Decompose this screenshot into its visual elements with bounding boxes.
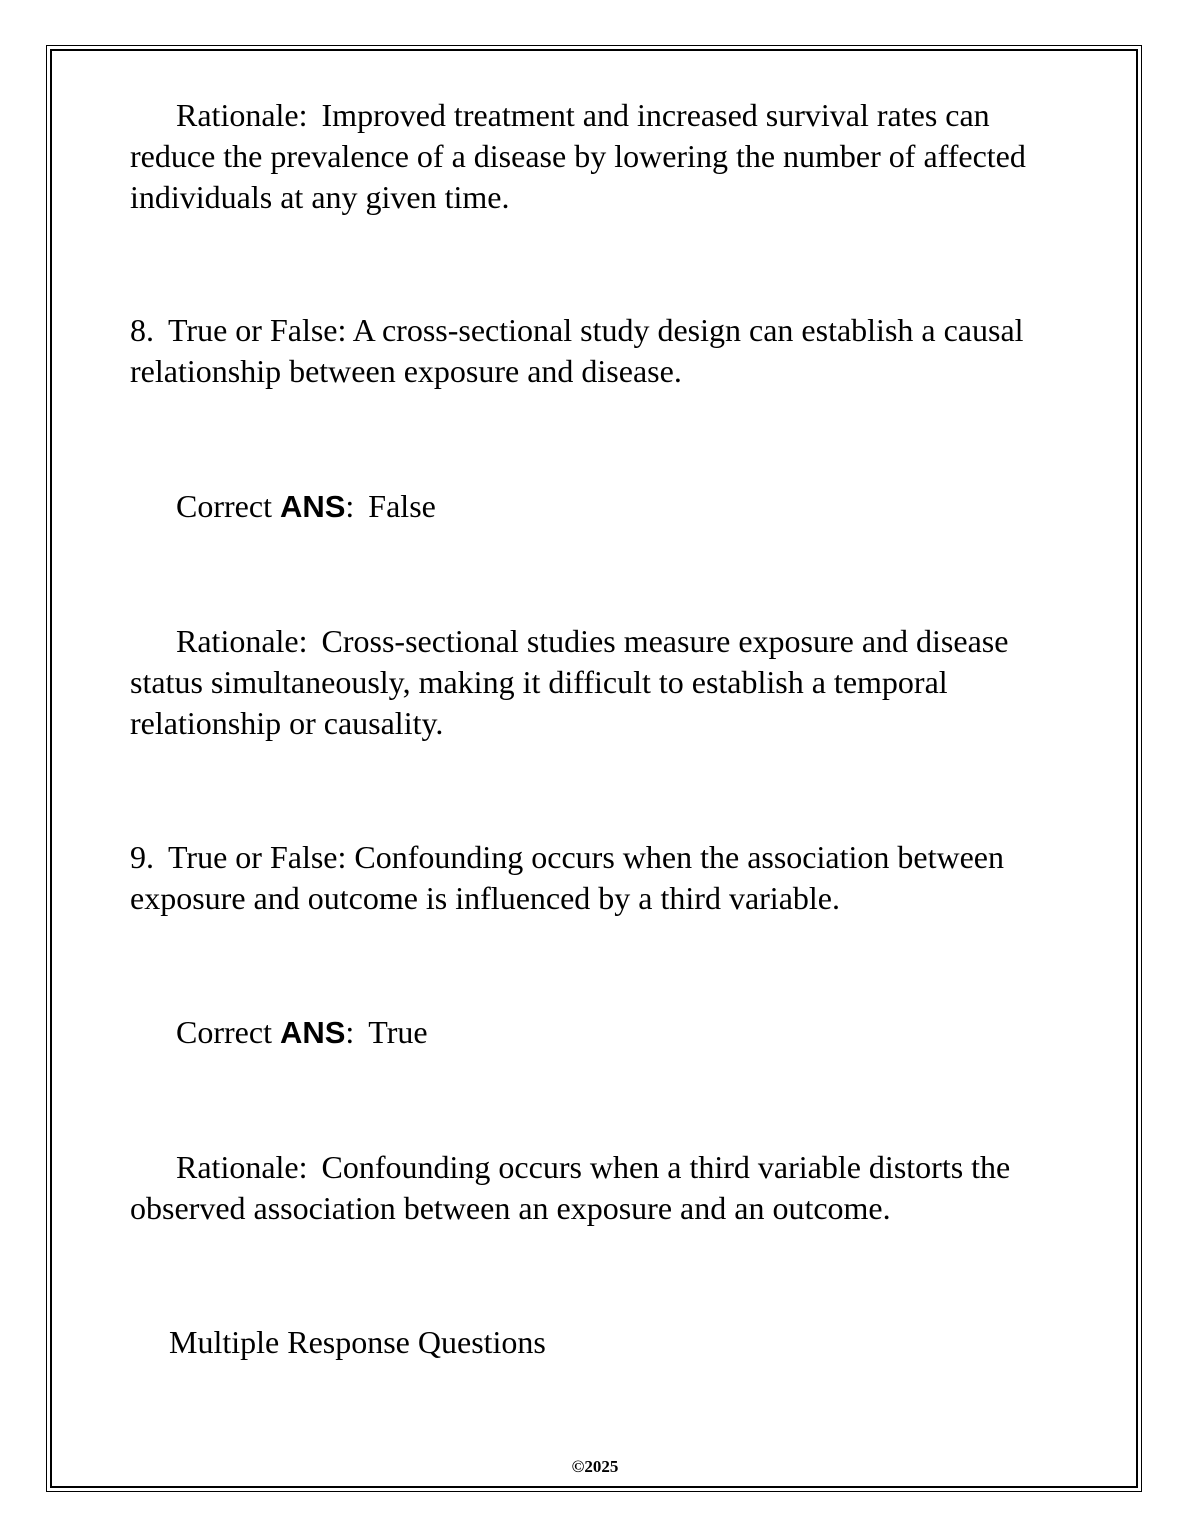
- q8-answer-label: ANS: [279, 489, 346, 524]
- q8-question: [130, 310, 1060, 392]
- q8-answer: [130, 486, 1060, 527]
- q8-answer-prefix: Correct: [176, 488, 272, 524]
- q8-rationale-text: Cross-sectional studies measure exposure and disease status simultaneously, making it difficult to establish a temporal relationship or causality.: [130, 623, 1009, 741]
- section-heading: Multiple Response Questions: [169, 1324, 546, 1360]
- footer-copyright: ©2025: [571, 1457, 619, 1476]
- q9-answer-value: True: [368, 1014, 428, 1050]
- q8-rationale-label: Rationale:: [176, 623, 308, 659]
- q8-answer-value: False: [368, 488, 436, 524]
- q7-rationale-label: Rationale:: [176, 97, 308, 133]
- q9-answer-prefix: Correct: [176, 1014, 272, 1050]
- q9-rationale-text: Confounding occurs when a third variable distorts the observed association between an exposure and an outcome.: [130, 1149, 1011, 1226]
- q8-rationale: [130, 621, 1060, 744]
- q9-rationale: [130, 1147, 1060, 1229]
- page-border-inner: [50, 49, 1138, 1488]
- q8-number: 8.: [130, 312, 154, 348]
- q9-answer: [130, 1012, 1060, 1053]
- q9-question-text: True or False: Confounding occurs when the association between exposure and outcome is influenced by a third variable.: [130, 839, 1004, 916]
- q7-rationale-text: Improved treatment and increased survival rates can reduce the prevalence of a disease by lowering the number of affected individuals at any given time.: [130, 97, 1026, 215]
- q9-answer-colon: :: [345, 1014, 355, 1050]
- q9-question: [130, 837, 1060, 919]
- q9-answer-label: ANS: [279, 1015, 346, 1050]
- q9-number: 9.: [130, 839, 154, 875]
- q9-rationale-label: Rationale:: [176, 1149, 308, 1185]
- q8-question-text: True or False: A cross-sectional study design can establish a causal relationship between exposure and disease.: [130, 312, 1024, 389]
- q8-answer-colon: :: [345, 488, 355, 524]
- q7-rationale: [130, 95, 1060, 218]
